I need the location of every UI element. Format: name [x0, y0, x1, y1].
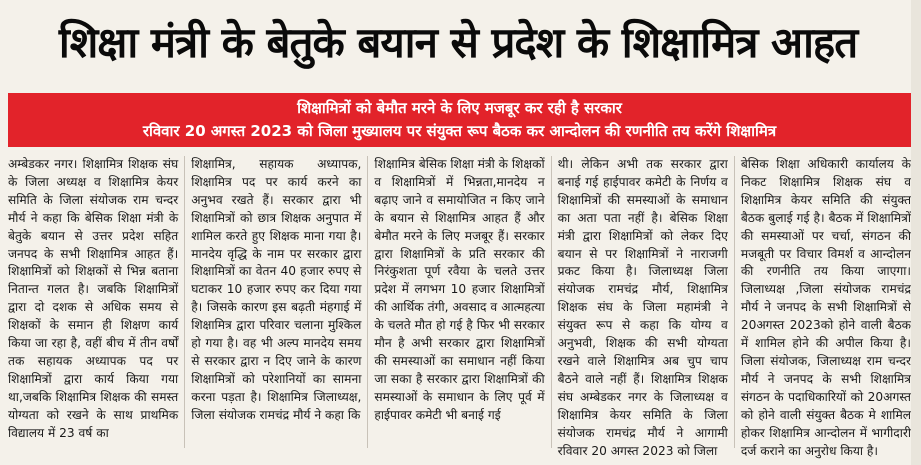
column-divider [367, 156, 368, 448]
page-edge [911, 0, 921, 465]
article-columns [8, 156, 912, 458]
article-column-2: शिक्षामित्र, सहायक अध्यापक, शिक्षामित्र पद पर कार्य करने का अनुभव रखते हैं। सरकार द्वारा भी शिक्षामित्रों को छात्र शिक्षक अनुपात में शामिल करते हुए शिक्षक माना गया है। मानदेय वृद्धि के नाम पर सरकार द्वारा शिक्षामित्रों का वेतन 40 हजार रुपए से घटाकर 10 हजार रुपए कर दिया गया है। जिसके कारण इस बढ़ती मंहगाई में शिक्षामित्र द्वारा परिवार चलाना मुश्किल हो गया है। वह भी अल्प मानदेय समय से सरकार द्वारा न दिए जाने के कारण शिक्षामित्रों को परेशानियों का सामना करना पड़ता है। शिक्षामित्र जिलाध्यक्ष, जिला संयोजक रामचंद्र मौर्य ने कहा कि [191, 157, 362, 422]
column-divider [184, 156, 185, 448]
subhead-line-1: शिक्षामित्रों को बेमौत मरने के लिए मजबूर कर रही है सरकार [297, 99, 622, 117]
article-column-5: बेसिक शिक्षा अधिकारी कार्यालय के निकट शिक्षामित्र शिक्षक संघ व शिक्षामित्र केयर समिति की संयुक्त बैठक बुलाई गई है। बैठक में शिक्षामित्रों की समस्याओं पर चर्चा, संगठन की मजबूती पर विचार विमर्श व आन्दोलन की रणनीति तय किया जाएगा। जिलाध्यक्ष ,जिला संयोजक रामचंद्र मौर्य ने जनपद के सभी शिक्षामित्रों से 20अगस्त 2023को होने वाली बैठक में शामिल होने की अपील किया है। जिला संयोजक, जिलाध्यक्ष राम चन्दर मौर्य ने जनपद के सभी शिक्षामित्र संगठन के पदाधिकारियों को 20अगस्त को होने वाली संयुक्त बैठक मे शामिल होकर शिक्षामित्र आन्दोलन में भागीदारी दर्ज कराने का अनुरोध किया है। [740, 157, 912, 458]
headline: शिक्षा मंत्री के बेतुके बयान से प्रदेश के शिक्षामित्र आहत [58, 18, 858, 67]
column-divider [551, 156, 552, 448]
subhead-banner [8, 93, 911, 147]
column-divider [734, 156, 735, 448]
article-column-4: थी। लेकिन अभी तक सरकार द्वारा बनाई गई हाईपावर कमेटी के निर्णय व शिक्षामित्रों की समस्याओं के समाधान का अता पता नहीं है। बेसिक शिक्षा मंत्री द्वारा शिक्षामित्रों को लेकर दिए बयान से पर शिक्षामित्रों ने नाराजगी प्रकट किया है। जिलाध्यक्ष जिला संयोजक रामचंद्र मौर्य, शिक्षामित्र शिक्षक संघ के जिला महामंत्री ने संयुक्त रूप से कहा कि योग्य व अनुभवी, शिक्षक की सभी योग्यता रखने वाले शिक्षामित्र अब चुप चाप बैठने वाले नहीं हैं। शिक्षामित्र शिक्षक संघ अम्बेडकर नगर के जिलाध्यक्ष व शिक्षामित्र केयर समिति के जिला संयोजक रामचंद्र मौर्य ने आगामी रविवार 20 अगस्त 2023 को जिला [557, 157, 728, 458]
subhead-line-2: रविवार 20 अगस्त 2023 को जिला मुख्यालय पर संयुक्त रूप बैठक कर आन्दोलन की रणनीति तय करेंगे शिक्षामित्र [142, 122, 777, 140]
article-column-1: अम्बेडकर नगर। शिक्षामित्र शिक्षक संघ के जिला अध्यक्ष व शिक्षामित्र केयर समिति के जिला संयोजक राम चन्दर मौर्य ने कहा कि बेसिक शिक्षा मंत्री के बेतुके बयान से उत्तर प्रदेश सहित जनपद के सभी शिक्षामित्र आहत हैं। शिक्षामित्रों को शिक्षकों से भिन्न बताना नितान्त गलत है। जबकि शिक्षामित्रों द्वारा दो दशक से अधिक समय से शिक्षकों के समान ही शिक्षण कार्य किया जा रहा है, वहीं बीच में तीन वर्षों तक सहायक अध्यापक पद पर शिक्षामित्रों द्वारा कार्य किया गया था,जबकि शिक्षामित्र शिक्षक की समस्त योग्यता को रखने के साथ प्राथमिक विद्यालय में 23 वर्ष का [8, 157, 179, 440]
article-column-3: शिक्षामित्र बेसिक शिक्षा मंत्री के शिक्षकों व शिक्षामित्रों में भिन्नता,मानदेय न बढ़ाए जाने व समायोजित न किए जाने के बयान से शिक्षामित्र आहत हैं और बेमौत मरने के लिए मजबूर हैं। सरकार द्वारा शिक्षामित्रों के प्रति सरकार की निरंकुशता पूर्ण रवैया के चलते उत्तर प्रदेश में लगभग 10 हजार शिक्षामित्रों की आर्थिक तंगी, अवसाद व आत्महत्या के चलते मौत हो गई है फिर भी सरकार मौन है अभी सरकार द्वारा शिक्षामित्रों की समस्याओं का समाधान नहीं किया जा सका है सरकार द्वारा शिक्षामित्रों की समस्याओं के समाधान के लिए पूर्व में हाईपावर कमेटी भी बनाई गई [374, 157, 545, 422]
